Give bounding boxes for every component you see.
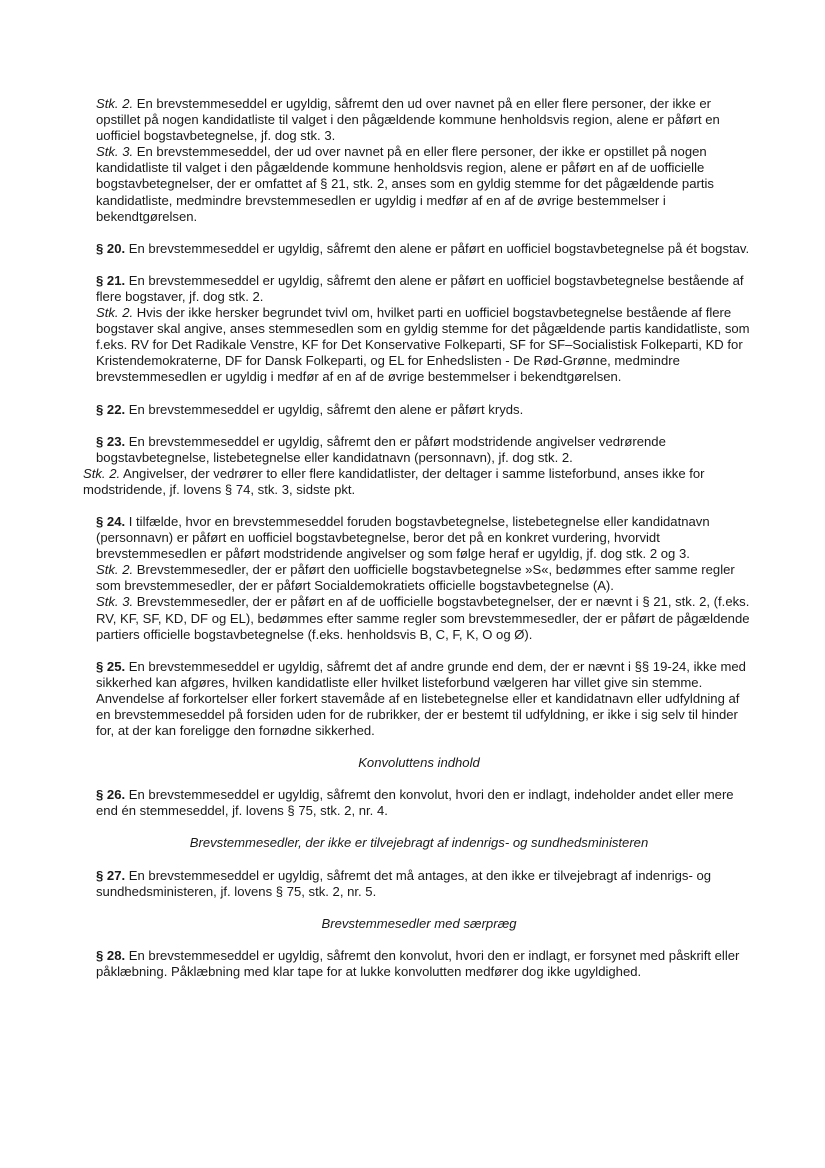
paragraph-text: Angivelser, der vedrører to eller flere kandidatlister, der deltager i samme listeforbund, anses ikke for modstridende, jf. lovens § 74, stk. 3, sidste pkt. bbox=[83, 465, 705, 497]
stk-label: Stk. 2. bbox=[96, 562, 134, 578]
stk-label: Stk. 3. bbox=[96, 144, 134, 160]
section-24 bbox=[83, 514, 755, 562]
paragraph-text: Brevstemmesedler, der er påført en af de uofficielle bogstavbetegnelser, der er nævnt i § 21, stk. 2, (f.eks. RV, KF, SF, KD, DF og EL), bedømmes efter samme regler som brevstemmesedler, der er påført de pågældende partiers officielle bogstavbetegnelse (f.eks. henholdsvis B, C, F, K, O og Ø). bbox=[96, 594, 750, 642]
section-27 bbox=[83, 868, 755, 900]
section-24-stk-2 bbox=[83, 562, 755, 594]
section-28 bbox=[83, 948, 755, 980]
section-23-stk-2 bbox=[83, 466, 755, 498]
section-26 bbox=[83, 787, 755, 819]
section-number: § 25. bbox=[96, 658, 126, 674]
section-number: § 20. bbox=[96, 240, 126, 256]
document-page bbox=[83, 96, 755, 980]
section-text: En brevstemmeseddel er ugyldig, såfremt den konvolut, hvori den er indlagt, er forsynet med påskrift eller påklæbning. Påklæbning med klar tape for at lukke konvolutten medfører dog ikke ugyldighed. bbox=[96, 947, 740, 979]
section-number: § 21. bbox=[96, 272, 126, 288]
section-text: En brevstemmeseddel er ugyldig, såfremt den er påført modstridende angivelser vedrørende bogstavbetegnelse, listebetegnelse eller kandidatnavn (personnavn), jf. dog stk. 2. bbox=[96, 433, 666, 465]
section-23 bbox=[83, 434, 755, 466]
section-text: En brevstemmeseddel er ugyldig, såfremt den alene er påført en uofficiel bogstavbetegnelse bestående af flere bogstaver, jf. dog stk. 2. bbox=[96, 272, 744, 304]
section-20 bbox=[83, 241, 755, 257]
section-number: § 26. bbox=[96, 787, 126, 803]
paragraph-stk-2 bbox=[83, 96, 755, 144]
stk-label: Stk. 3. bbox=[96, 594, 134, 610]
paragraph-stk-3 bbox=[83, 144, 755, 224]
paragraph-text: Hvis der ikke hersker begrundet tvivl om, hvilket parti en uofficiel bogstavbetegnelse bestående af flere bogstaver skal angive, anses stemmesedlen som en gyldig stemme for det pågældende partis kandidatliste, som f.eks. RV for Det Radikale Venstre, KF for Det Konservative Folkeparti, SF for SF–Socialistisk Folkeparti, KD for Kristendemokraterne, DF for Dansk Folkeparti, og EL for Enhedslisten - De Rød-Grønne, medmindre brevstemmesedlen er ugyldig i medfør af en af de øvrige bestemmelser i bekendtgørelsen. bbox=[96, 305, 750, 385]
heading-brevstemmesedler-ikke-tilvejebragt: Brevstemmesedler, der ikke er tilvejebragt af indenrigs- og sundhedsministeren bbox=[189, 835, 649, 851]
stk-label: Stk. 2. bbox=[96, 305, 134, 321]
heading-brevstemmesedler-med-saerpraeg: Brevstemmesedler med særpræg bbox=[321, 915, 517, 931]
section-text: En brevstemmeseddel er ugyldig, såfremt det må antages, at den ikke er tilvejebragt af indenrigs- og sundhedsministeren, jf. lovens § 75, stk. 2, nr. 5. bbox=[96, 867, 712, 899]
section-text: En brevstemmeseddel er ugyldig, såfremt det af andre grunde end dem, der er nævnt i §§ 19-24, ikke med sikkerhed kan afgøres, hvilken kandidatliste eller hvilket listeforbund vælgeren har villet give sin stemme. Anvendelse af forkortelser eller forkert stavemåde af en listebetegnelse eller et kandidatnavn eller udfyldning af en brevstemmeseddel på forsiden uden for de rubrikker, der er bestemt til udfyldning, er ikke i sig selv til hinder for, at der kan foreligge den fornødne sikkerhed. bbox=[96, 658, 746, 739]
section-number: § 28. bbox=[96, 947, 126, 963]
section-number: § 22. bbox=[96, 401, 126, 417]
heading-konvoluttens-indhold: Konvoluttens indhold bbox=[358, 755, 480, 771]
paragraph-text: Brevstemmesedler, der er påført den uofficielle bogstavbetegnelse »S«, bedømmes efter samme regler som brevstemmesedler, der er påført Socialdemokratiets officielle bogstavbetegnelse (A). bbox=[96, 562, 735, 594]
paragraph-text: En brevstemmeseddel er ugyldig, såfremt den ud over navnet på en eller flere personer, der ikke er opstillet på nogen kandidatliste til valget i den pågældende kommune henholdsvis region, alene er påført en uofficiel bogstavbetegnelse, jf. dog stk. 3. bbox=[96, 96, 720, 144]
section-21 bbox=[83, 273, 755, 305]
section-24-stk-3 bbox=[83, 594, 755, 642]
section-21-stk-2 bbox=[83, 305, 755, 385]
section-number: § 23. bbox=[96, 433, 126, 449]
paragraph-text: En brevstemmeseddel, der ud over navnet på en eller flere personer, der ikke er opstillet på nogen kandidatliste til valget i den pågældende kommune henholdsvis region, alene er påført en af de uofficielle bogstavbetegnelser, der er omfattet af § 21, stk. 2, anses som en gyldig stemme for det pågældende partis kandidatliste, medmindre brevstemmesedlen er ugyldig i medfør af en af de øvrige bestemmelser i bekendtgørelsen. bbox=[96, 144, 714, 224]
section-number: § 27. bbox=[96, 867, 126, 883]
section-22 bbox=[83, 402, 755, 418]
section-text: En brevstemmeseddel er ugyldig, såfremt den konvolut, hvori den er indlagt, indeholder andet eller mere end én stemmeseddel, jf. lovens § 75, stk. 2, nr. 4. bbox=[96, 787, 734, 819]
section-25 bbox=[83, 659, 755, 739]
stk-label: Stk. 2. bbox=[83, 465, 121, 481]
section-text: En brevstemmeseddel er ugyldig, såfremt den alene er påført en uofficiel bogstavbetegnelse på ét bogstav. bbox=[125, 240, 750, 256]
stk-label: Stk. 2. bbox=[96, 96, 134, 111]
section-text: En brevstemmeseddel er ugyldig, såfremt den alene er påført kryds. bbox=[125, 401, 524, 417]
section-text: I tilfælde, hvor en brevstemmeseddel foruden bogstavbetegnelse, listebetegnelse eller kandidatnavn (personnavn) er påført en uofficiel bogstavbetegnelse, beror det på en konkret vurdering, hvorvidt brevstemmesedlen er påført modstridende angivelser og som følge heraf er ugyldig, jf. dog stk. 2 og 3. bbox=[96, 513, 710, 562]
section-number: § 24. bbox=[96, 513, 126, 529]
